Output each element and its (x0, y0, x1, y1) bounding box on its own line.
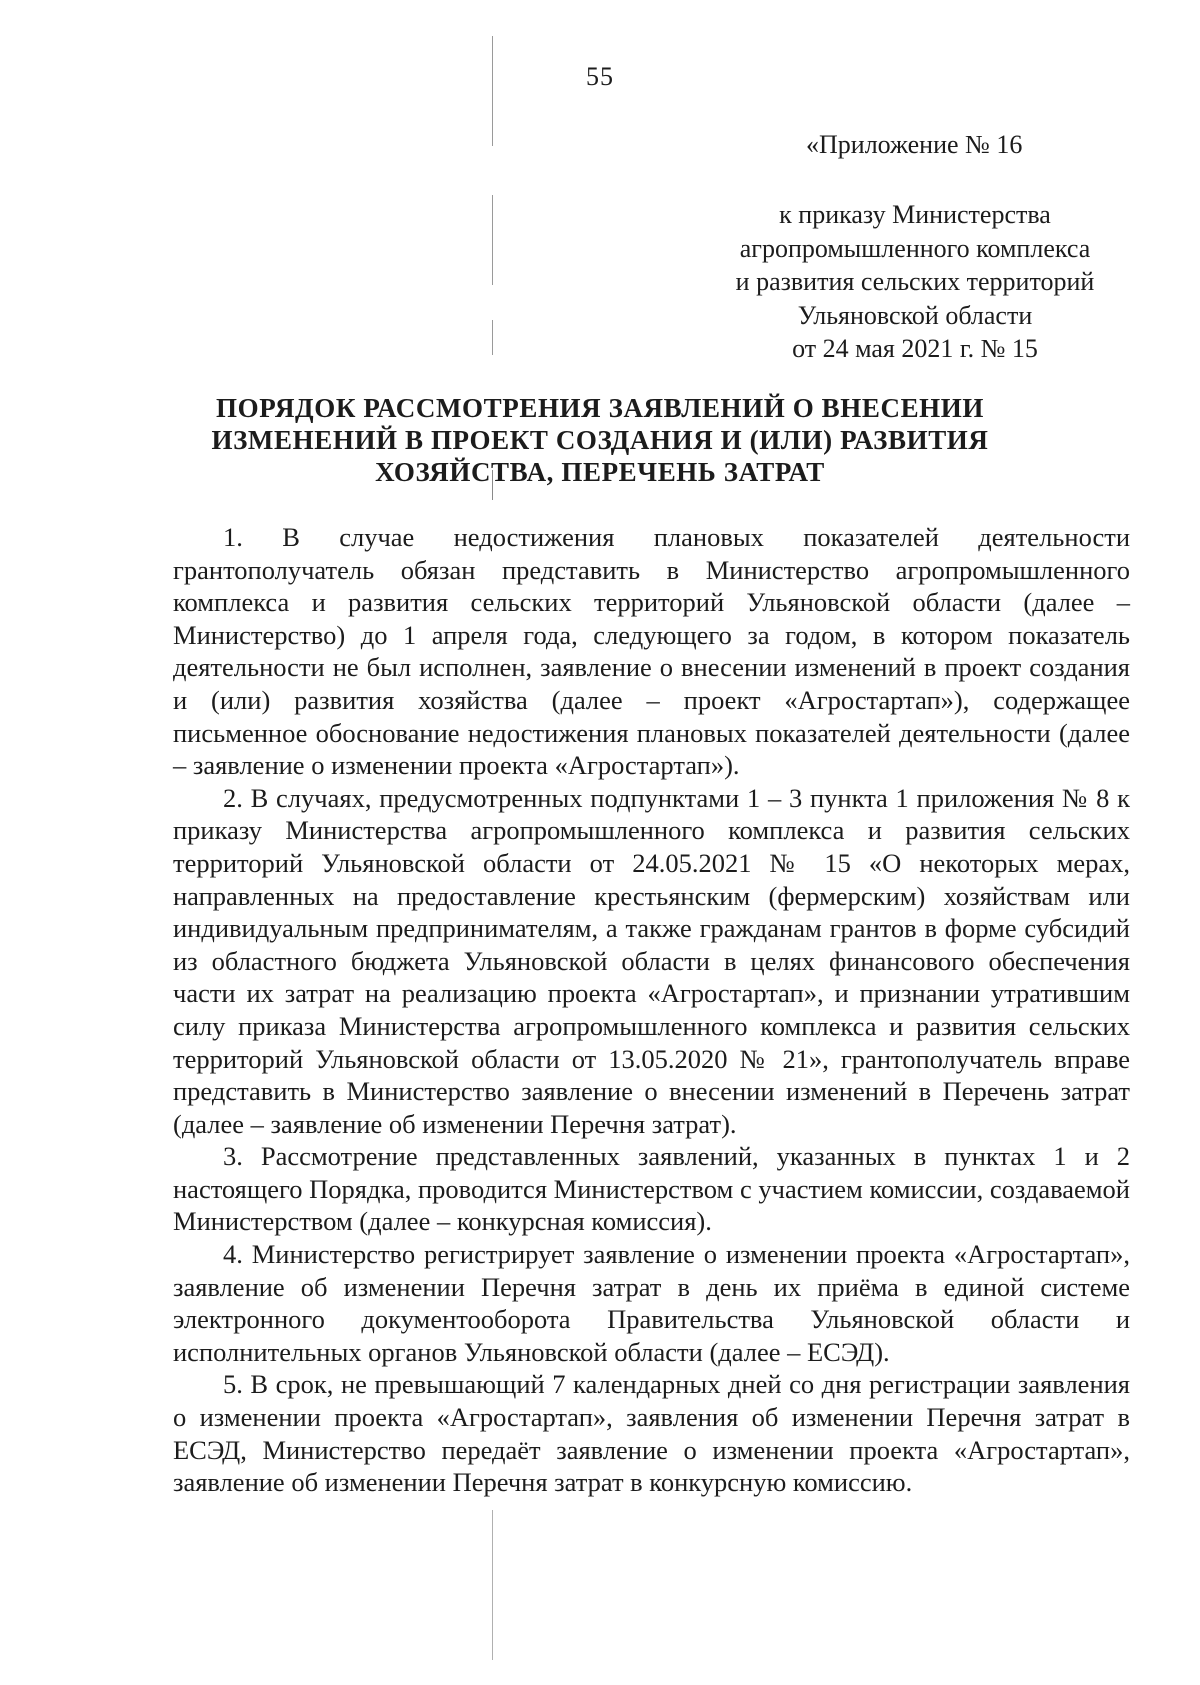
appendix-title: «Приложение № 16 (806, 130, 1023, 159)
paragraph-4: 4. Министерство регистрирует заявление о изменении проекта «Агростартап», заявление об изменении Перечня затрат в день их приёма в единой системе электронного документооборота Правительства Ульяновской области и исполнительных органов Ульяновской области (далее – ЕСЭД). (173, 1239, 1130, 1367)
scan-fold-line (492, 320, 493, 355)
paragraph-2: 2. В случаях, предусмотренных подпунктами 1 – 3 пункта 1 приложения № 8 к приказу Министерства агропромышленного комплекса и развития сельских территорий Ульяновской области от 24.05.2021 № 15 «О некоторых мерах, направленных на предоставление крестьянским (фермерским) хозяйствам или индивидуальным предпринимателям, а также гражданам грантов в форме субсидий из областного бюджета Ульяновской области в целях финансового обеспечения части их затрат на реализацию проекта «Агростартап», и признании утратившим силу приказа Министерства агропромышленного комплекса и развития сельских территорий Ульяновской области от 13.05.2020 № 21», грантополучатель вправе представить в Министерство заявление о внесении изменений в Перечень затрат (далее – заявление об изменении Перечня затрат). (173, 782, 1130, 1139)
scan-fold-line (492, 1510, 493, 1660)
appendix-line: и развития сельских территорий (735, 267, 1095, 296)
paragraph-1: 1. В случае недостижения плановых показателей деятельности грантополучатель обязан представить в Министерство агропромышленного комплекса и развития сельских территорий Ульяновской области (далее – Министерство) до 1 апреля года, следующего за годом, в котором показатель деятельности не был исполнен, заявление о внесении изменений в проект создания и (или) развития хозяйства (далее – проект «Агростартап»), содержащее письменное обоснование недостижения плановых показателей деятельности (далее – заявление о изменении проекта «Агростартап»). (173, 522, 1130, 781)
document-body (173, 521, 1130, 1499)
document-title-line: ПОРЯДОК РАССМОТРЕНИЯ ЗАЯВЛЕНИЙ О ВНЕСЕНИИ (216, 393, 984, 423)
appendix-line: к приказу Министерства (779, 200, 1051, 229)
appendix-line: Ульяновской области (797, 300, 1033, 330)
page-number: 55 (586, 62, 614, 91)
scan-fold-line (492, 195, 493, 285)
appendix-reference (690, 198, 1140, 366)
document-title-line: ХОЗЯЙСТВА, ПЕРЕЧЕНЬ ЗАТРАТ (375, 457, 825, 487)
appendix-line: от 24 мая 2021 г. № 15 (792, 334, 1038, 363)
appendix-line: агропромышленного комплекса (739, 233, 1091, 263)
paragraph-5: 5. В срок, не превышающий 7 календарных дней со дня регистрации заявления о изменении проекта «Агростартап», заявления об изменении Перечня затрат в ЕСЭД, Министерство передаёт заявление о изменении проекта «Агростартап», заявление об изменении Перечня затрат в конкурсную комиссию. (173, 1369, 1130, 1498)
document-title (150, 392, 1050, 488)
document-title-line: ИЗМЕНЕНИЙ В ПРОЕКТ СОЗДАНИЯ И (ИЛИ) РАЗВИТИЯ (211, 425, 989, 455)
paragraph-3: 3. Рассмотрение представленных заявлений, указанных в пунктах 1 и 2 настоящего Порядка, проводится Министерством с участием комиссии, создаваемой Министерством (далее – конкурсная комиссия). (173, 1141, 1130, 1237)
